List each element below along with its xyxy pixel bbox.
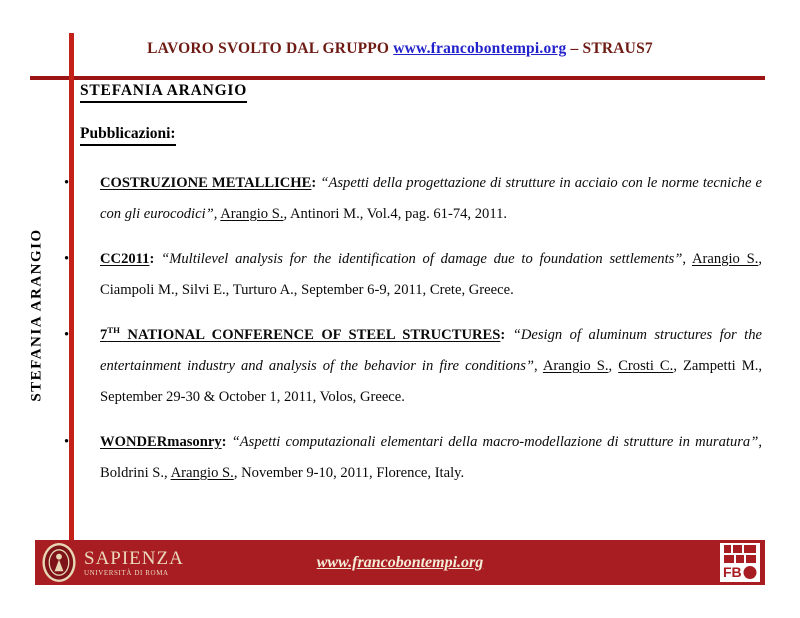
header-title: [80, 40, 720, 58]
svg-text:FB: FB: [723, 564, 742, 580]
bullet-icon: •: [64, 327, 70, 343]
publication-venue: CC2011: [100, 251, 150, 267]
publications-list: [60, 168, 762, 503]
author-highlight: Arangio S.: [170, 465, 234, 481]
publication-title: “Multilevel analysis for the identification of damage due to foundation settlements”: [161, 251, 683, 267]
bullet-icon: •: [64, 434, 70, 450]
bullet-icon: •: [64, 251, 70, 267]
sapienza-subtitle: UNIVERSITÀ DI ROMA: [84, 568, 169, 577]
footer-link[interactable]: www.francobontempi.org: [316, 553, 484, 571]
header-title-suffix: – STRAUS7: [570, 40, 653, 57]
page-title: STEFANIA ARANGIO: [80, 82, 247, 103]
author-highlight: Crosti C.: [618, 358, 674, 374]
author-highlight: Arangio S.: [692, 251, 759, 267]
section-label: Pubblicazioni:: [80, 125, 176, 146]
bullet-icon: •: [64, 175, 70, 191]
footer-bar: [35, 540, 765, 585]
header-rule: [30, 76, 765, 80]
publication-title: “Design of aluminum structures for the entertainment industry and analysis of the behavior in fire conditions”: [100, 327, 762, 374]
publication-title: “Aspetti computazionali elementari della macro-modellazione di strutture in muratura”: [231, 434, 759, 450]
sapienza-wordmark: SAPIENZA: [84, 547, 184, 569]
author-highlight: Arangio S.: [542, 358, 609, 374]
publication-venue: COSTRUZIONE METALLICHE: [100, 175, 312, 191]
author-highlight: Arangio S.: [220, 206, 284, 222]
sapienza-seal-icon: [41, 542, 77, 583]
header-link[interactable]: www.francobontempi.org: [393, 40, 567, 57]
publication-venue: 7TH NATIONAL CONFERENCE OF STEEL STRUCTURES: [100, 325, 501, 343]
publication-item: [60, 320, 762, 413]
fbo-stamp-icon: [720, 543, 760, 582]
publication-text: CC2011: “Multilevel analysis for the identification of damage due to foundation settlements”, Arangio S., Ciampoli M., Silvi E., Turturo A., September 6-9, 2011, Crete, Greece.: [100, 251, 762, 298]
publication-title: “Aspetti della progettazione di strutture in acciaio con le norme tecniche e con gli eurocodici”: [100, 175, 762, 222]
publication-text: WONDERmasonry: “Aspetti computazionali elementari della macro-modellazione di strutture in muratura”, Boldrini S., Arangio S., November 9-10, 2011, Florence, Italy.: [100, 434, 762, 481]
sapienza-logo: [41, 542, 184, 583]
header-title-prefix: LAVORO SVOLTO DAL GRUPPO: [147, 40, 390, 57]
sidebar-vertical-label: STEFANIA ARANGIO: [28, 228, 45, 402]
publication-text: 7TH NATIONAL CONFERENCE OF STEEL STRUCTURES: “Design of aluminum structures for the entertainment industry and analysis of the behavior in fire conditions”, Arangio S., Crosti C., Zampetti M., September 29-30 & October 1, 2011, Volos, Greece.: [100, 325, 762, 405]
publication-text: COSTRUZIONE METALLICHE: “Aspetti della progettazione di strutture in acciaio con le norme tecniche e con gli eurocodici”, Arangio S., Antinori M., Vol.4, pag. 61-74, 2011.: [100, 175, 762, 222]
publication-venue: WONDERmasonry: [100, 434, 222, 450]
publication-item: [60, 244, 762, 306]
publication-item: [60, 168, 762, 230]
publication-item: [60, 427, 762, 489]
